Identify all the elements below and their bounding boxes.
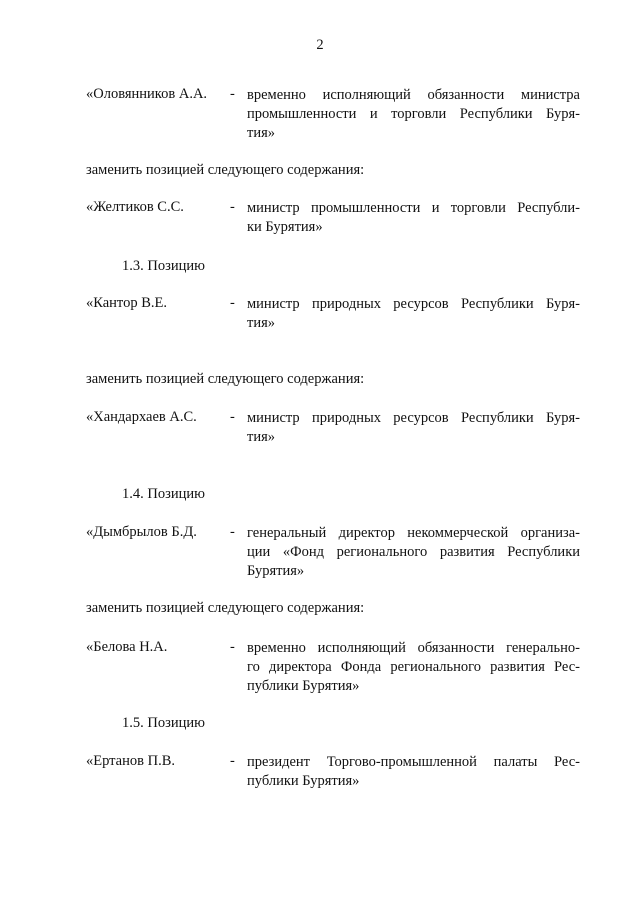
description-line: публики Бурятия» (247, 773, 360, 789)
entry-dash: - (230, 524, 235, 540)
section-heading-1-5: 1.5. Позицию (122, 715, 205, 731)
entry-description (247, 639, 580, 696)
description-line: министр промышленности и торговли Республи- (247, 200, 580, 216)
description-line: президент Торгово-промышленной палаты Рес- (247, 754, 580, 770)
entry-name: «Оловянников А.А. (86, 86, 208, 102)
section-heading-1-4: 1.4. Позицию (122, 486, 205, 502)
entry-dash: - (230, 409, 235, 425)
description-line: тия» (247, 429, 276, 445)
description-line: министр природных ресурсов Республики Буря- (247, 410, 580, 426)
description-line: тия» (247, 125, 276, 141)
replace-instruction: заменить позицией следующего содержания: (86, 162, 365, 178)
entry-name: «Ертанов П.В. (86, 753, 175, 769)
description-line: временно исполняющий обязанности министра (247, 87, 580, 103)
description-line: временно исполняющий обязанности генерально- (247, 640, 580, 656)
entry-description (247, 199, 580, 237)
entry-name: «Желтиков С.С. (86, 199, 184, 215)
description-line: го директора Фонда регионального развития Рес- (247, 659, 580, 675)
entry-dash: - (230, 639, 235, 655)
description-line: промышленности и торговли Республики Буря- (247, 106, 580, 122)
page-number: 2 (316, 37, 324, 53)
section-heading-1-3: 1.3. Позицию (122, 258, 205, 274)
description-line: генеральный директор некоммерческой организа- (247, 525, 580, 541)
description-line: публики Бурятия» (247, 678, 360, 694)
entry-dash: - (230, 199, 235, 215)
replace-instruction: заменить позицией следующего содержания: (86, 371, 365, 387)
description-line: ки Бурятия» (247, 219, 323, 235)
description-line: тия» (247, 315, 276, 331)
entry-description (247, 86, 580, 143)
entry-description (247, 295, 580, 333)
entry-description (247, 753, 580, 791)
replace-instruction: заменить позицией следующего содержания: (86, 600, 365, 616)
entry-description (247, 409, 580, 447)
entry-name: «Дымбрылов Б.Д. (86, 524, 197, 540)
entry-name: «Кантор В.Е. (86, 295, 167, 311)
description-line: ции «Фонд регионального развития Республики (247, 544, 580, 560)
entry-dash: - (230, 753, 235, 769)
description-line: Бурятия» (247, 563, 305, 579)
entry-dash: - (230, 295, 235, 311)
entry-description (247, 524, 580, 581)
description-line: министр природных ресурсов Республики Буря- (247, 296, 580, 312)
entry-dash: - (230, 86, 235, 102)
entry-name: «Хандархаев А.С. (86, 409, 197, 425)
entry-name: «Белова Н.А. (86, 639, 168, 655)
